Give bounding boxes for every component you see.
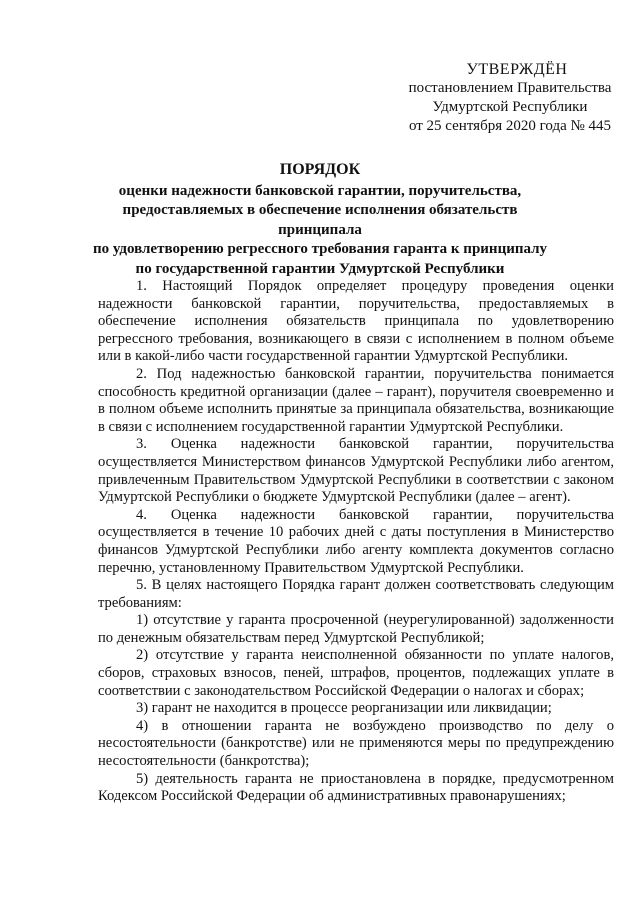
paragraph-5: 5. В целях настоящего Порядка гарант должен соответствовать следующим требованиям: <box>98 577 614 611</box>
approval-line-1: постановлением Правительства <box>408 80 612 96</box>
title-line-3: по удовлетворению регрессного требования гаранта к принципалу <box>92 241 548 257</box>
title-line-1: оценки надежности банковской гарантии, поручительства, <box>118 182 522 199</box>
requirement-3: 3) гарант не находится в процессе реорганизации или ликвидации; <box>136 700 552 717</box>
paragraph-1: 1. Настоящий Порядок определяет процедуру проведения оценки надежности банковской гарантии, поручительства, предоставляемых в обеспечение исполнения обязательств принципала по удовлетворению регрессного требования, возникающего в связи с исполнением в полном объеме или в какой-либо части государственной гарантии Удмуртской Республики. <box>98 278 614 365</box>
requirement-1: 1) отсутствие у гаранта просроченной (неурегулированной) задолженности по денежным обязательствам перед Удмуртской Республикой; <box>98 612 614 646</box>
requirement-4: 4) в отношении гаранта не возбуждено производство по делу о несостоятельности (банкротстве) или не применяются меры по предупреждению несостоятельности (банкротства); <box>98 717 614 770</box>
title-line-2: предоставляемых в обеспечение исполнения обязательств принципала <box>122 202 518 238</box>
approved-label: УТВЕРЖДЁН <box>466 61 568 78</box>
title-heading: ПОРЯДОК <box>279 161 361 178</box>
document-title <box>80 160 560 279</box>
paragraph-3: 3. Оценка надежности банковской гарантии, поручительства осуществляется Министерством финансов Удмуртской Республики либо агентом, привлеченным Правительством Удмуртской Республики в соответствии с законом Удмуртской Республики о бюджете Удмуртской Республики (далее – агент). <box>98 436 614 506</box>
title-line-4: по государственной гарантии Удмуртской Республики <box>135 260 505 277</box>
approval-line-3: от 25 сентября 2020 года № 445 <box>408 118 612 134</box>
paragraph-2: 2. Под надежностью банковской гарантии, поручительства понимается способность кредитной организации (далее – гарант), поручителя своевременно и в полном объеме исполнить принятые за принципала обязательства, возникающие в связи с исполнением государственной гарантии Удмуртской Республики. <box>98 365 614 435</box>
requirement-5: 5) деятельность гаранта не приостановлена в порядке, предусмотренном Кодексом Российской Федерации об административных правонарушениях; <box>98 770 614 805</box>
paragraph-4: 4. Оценка надежности банковской гарантии, поручительства осуществляется в течение 10 рабочих дней с даты поступления в Министерство финансов Удмуртской Республики либо агенту комплекта документов согласно перечню, установленному Правительством Удмуртской Республики. <box>98 506 614 576</box>
approval-line-2: Удмуртской Республики <box>432 99 588 115</box>
document-body <box>98 278 614 806</box>
requirement-2: 2) отсутствие у гаранта неисполненной обязанности по уплате налогов, сборов, страховых взносов, пеней, штрафов, процентов, подлежащих уплате в соответствии с законодательством Российской Федерации о налогах и сборах; <box>98 647 614 699</box>
approval-stamp <box>390 60 630 136</box>
